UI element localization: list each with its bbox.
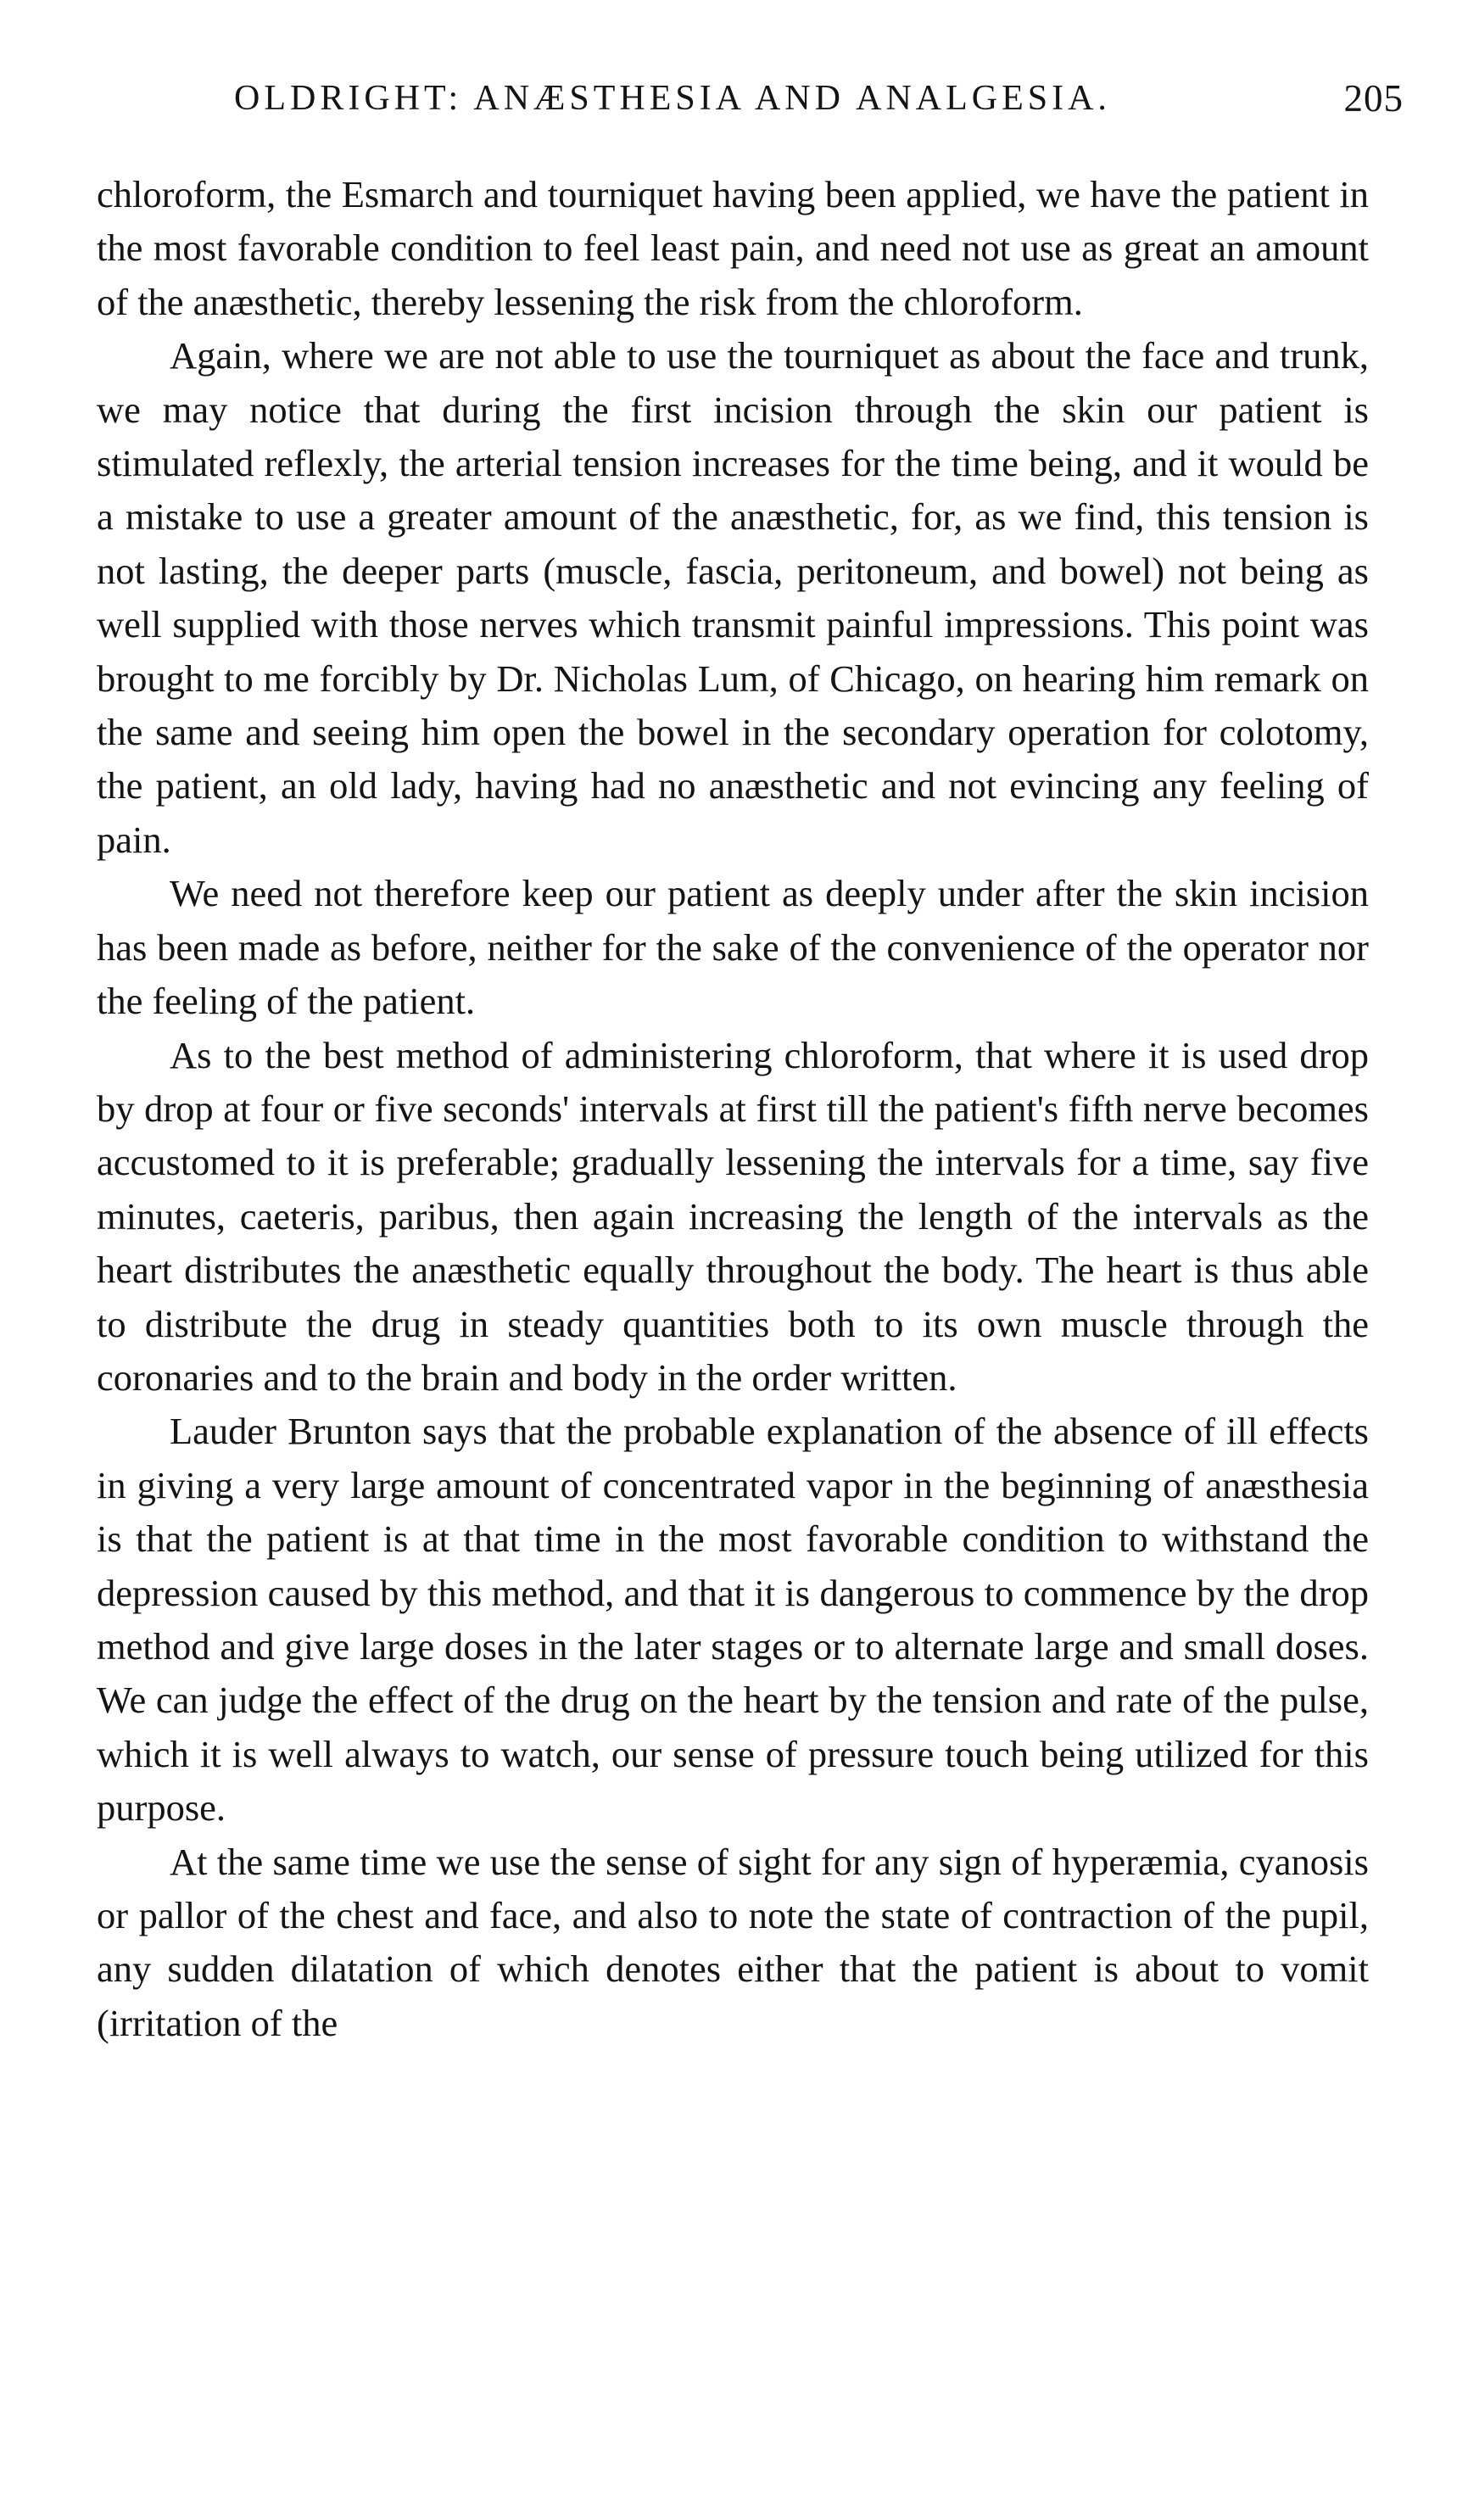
paragraph: Lauder Brunton says that the probable explanation of the absence of ill effects in giving a very large amount of concentrated vapor in the beginning of anæsthesia is that the patient is at that time in the most favorable condition to withstand the depression caused by this method, and that it is dangerous to commence by the drop method and give large doses in the later stages or to alternate large and small doses. We can judge the effect of the drug on the heart by the tension and rate of the pulse, which it is well always to watch, our sense of pressure touch being utilized for this purpose. xyxy=(97,1410,1369,1830)
paragraph: As to the best method of administering chloroform, that where it is used drop by drop at four or five seconds' intervals at first till the patient's fifth nerve becomes accustomed to it is preferable; gradually lessening the intervals for a time, say five minutes, caeteris, paribus, then again increasing the length of the intervals as the heart distributes the anæsthetic equally throughout the body. The heart is thus able to distribute the drug in steady quantities both to its own muscle through the coronaries and to the brain and body in the order written. xyxy=(97,1033,1369,1399)
paragraph: At the same time we use the sense of sight for any sign of hyperæmia, cyanosis or pallor of the chest and face, and also to note the state of contraction of the pupil, any sudden dilatation of which denotes either that the patient is about to vomit (irritation of the xyxy=(97,1840,1369,2044)
page-number: 205 xyxy=(1343,77,1404,120)
paragraph: Again, where we are not able to use the tourniquet as about the face and trunk, we may notice that during the first incision through the skin our patient is stimulated reflexly, the arterial tension increases for the time being, and it would be a mistake to use a greater amount of the anæsthetic, for, as we find, this tension is not lasting, the deeper parts (muscle, fascia, peritoneum, and bowel) not being as well supplied with those nerves which transmit painful impressions. This point was brought to me forcibly by Dr. Nicholas Lum, of Chicago, on hearing him remark on the same and seeing him open the bowel in the secondary operation for colotomy, the patient, an old lady, having had no anæsthetic and not evincing any feeling of pain. xyxy=(97,334,1369,861)
running-head: OLDRIGHT: ANÆSTHESIA AND ANALGESIA. xyxy=(234,79,1111,118)
paragraph-continued: chloroform, the Esmarch and tourniquet having been applied, we have the patient in the most favorable condition to feel least pain, and need not use as great an amount of the anæsthetic, thereby lessening the risk from the chloroform. xyxy=(97,173,1369,323)
paragraph: We need not therefore keep our patient as deeply under after the skin incision has been made as before, neither for the sake of the convenience of the operator nor the feeling of the patient. xyxy=(97,872,1369,1023)
body-text xyxy=(97,168,1369,2050)
